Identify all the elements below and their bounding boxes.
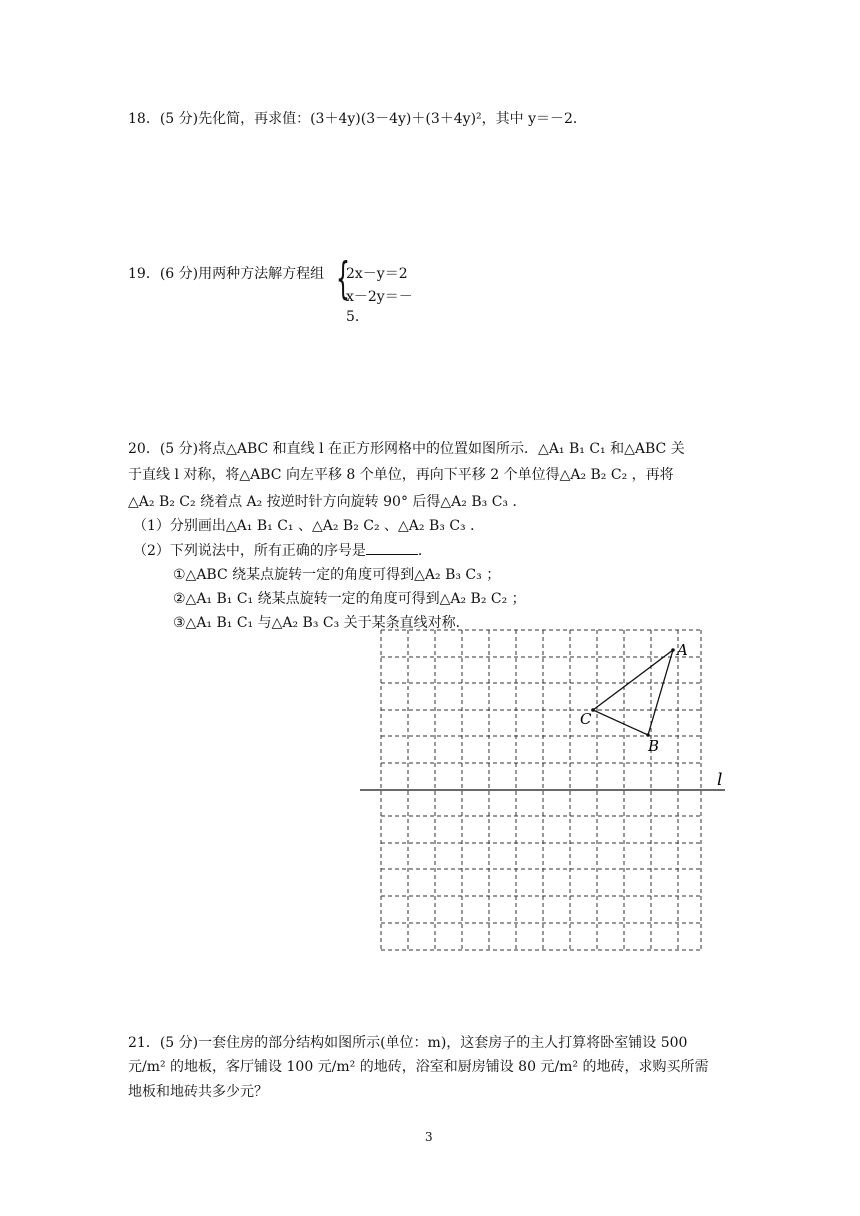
- equation-system: [336, 253, 426, 325]
- answer-blank[interactable]: [366, 542, 418, 555]
- question-21-line-2: 元/m² 的地板，客厅铺设 100 元/m² 的地砖，浴室和厨房铺设 80 元/m² 的地砖，求购买所需: [128, 1059, 709, 1075]
- question-21-line-1: 21．(5 分)一套住房的部分结构如图所示(单位：m)，这套房子的主人打算将卧室铺设 500: [128, 1035, 688, 1051]
- option-3: ③△A₁ B₁ C₁ 与△A₂ B₃ C₃ 关于某条直线对称．: [173, 615, 470, 631]
- equation-2: x－2y＝－5．: [346, 289, 413, 325]
- label-b: B: [648, 737, 660, 755]
- label-a: A: [677, 641, 688, 659]
- point-a: [671, 648, 675, 652]
- equation-1: 2x－y＝2: [346, 266, 408, 282]
- grid-figure: [355, 625, 735, 955]
- label-c: C: [580, 710, 592, 728]
- question-21-line-3: 地板和地砖共多少元？: [128, 1084, 268, 1100]
- question-20-line-3: △A₂ B₂ C₂ 绕着点 A₂ 按逆时针方向旋转 90° 后得△A₂ B₃ C₃ ．: [128, 494, 527, 510]
- question-20-line-1: 20．(5 分)将点△ABC 和直线 l 在正方形网格中的位置如图所示．△A₁ B₁ C₁ 和△ABC 关: [128, 441, 685, 457]
- page-number: 3: [425, 1130, 433, 1144]
- question-20-part-1: （1）分别画出△A₁ B₁ C₁ 、△A₂ B₂ C₂ 、△A₂ B₃ C₃ ．: [133, 518, 485, 534]
- option-1: ①△ABC 绕某点旋转一定的角度可得到△A₂ B₃ C₃ ；: [173, 567, 501, 583]
- brace-icon: {: [336, 253, 350, 304]
- question-20-part-2: （2）下列说法中，所有正确的序号是 ．: [133, 543, 432, 559]
- option-2: ②△A₁ B₁ C₁ 绕某点旋转一定的角度可得到△A₂ B₂ C₂ ；: [173, 591, 526, 607]
- question-20-line-2: 于直线 l 对称，将△ABC 向左平移 8 个单位，再向下平移 2 个单位得△A₂ B₂ C₂ ，再将: [128, 467, 674, 483]
- point-c: [591, 708, 595, 712]
- question-18: 18．(5 分)先化简，再求值：(3＋4y)(3－4y)＋(3＋4y)²，其中 y＝－2．: [128, 111, 587, 127]
- question-19: 19．(6 分)用两种方法解方程组: [128, 266, 325, 282]
- triangle-abc: [593, 650, 673, 735]
- grid-svg: [355, 625, 735, 955]
- label-l: l: [717, 770, 723, 790]
